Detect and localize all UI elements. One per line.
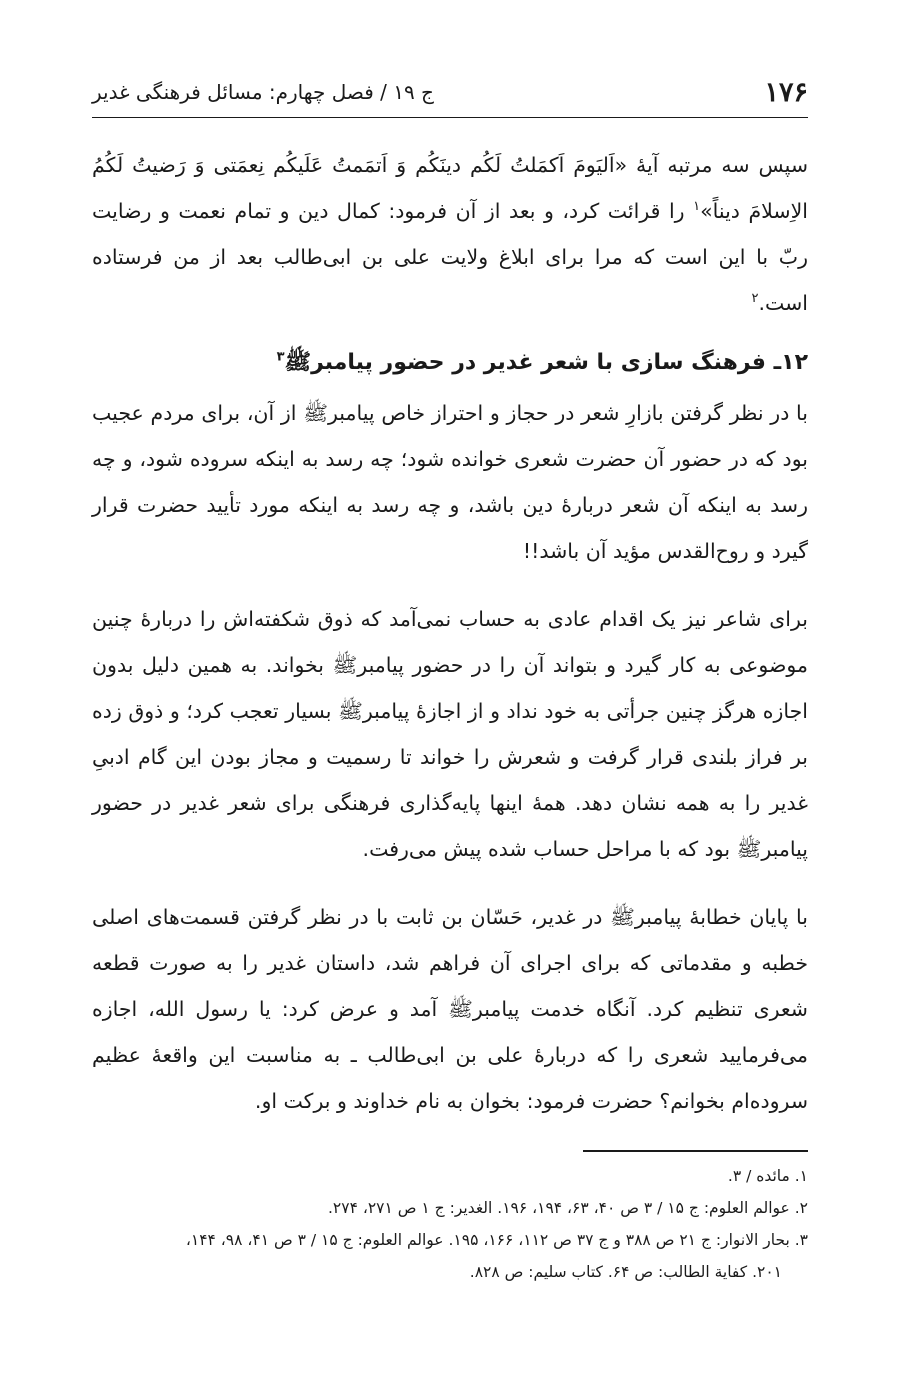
paragraph: با پایان خطابهٔ پیامبرﷺ در غدیر، حَسّان بن ثابت با در نظر گرفتن قسمت‌های اصلی خطبه و مقدماتی که برای اجرای آن فراهم شد، داستان غدیر را به صورت قطعه شعری تنظیم کرد. آنگاه خدمت پیامبرﷺ آمد و عرض کرد: یا رسول الله، اجازه می‌فرمایید شعری را که دربارهٔ علی بن ابی‌طالب ـ به مناسبت این واقعهٔ عظیم سروده‌ام بخوانم؟ حضرت فرمود: بخوان به نام خداوند و برکت او. [92,905,808,1113]
page-number: ۱۷۶ [764,76,808,108]
section-heading-text: ۱۲ـ فرهنگ سازی با شعر غدیر در حضور پیامبرﷺ [284,350,808,375]
footnote-reference[interactable]: ۳ [276,349,285,365]
paragraph-text: را قرائت کرد، و بعد از آن فرمود: کمال دین و تمام نعمت و رضایت ربّ با این است که مرا برای ابلاغ ولایت علی بن ابی‌طالب بعد از من فرستاده است. [92,199,808,315]
footnote-3-continuation: ۲۰۱. کفایة الطالب: ص ۶۴. کتاب سلیم: ص ۸۲۸. [469,1263,782,1281]
running-header-title: ج ۱۹ / فصل چهارم: مسائل فرهنگی غدیر [92,80,434,104]
footnote-reference[interactable]: ۲ [751,291,759,307]
section-heading [92,340,808,386]
paragraph: برای شاعر نیز یک اقدام عادی به حساب نمی‌آمد که ذوق شکفته‌اش را دربارهٔ چنین موضوعی به کار گیرد و بتواند آن را در حضور پیامبرﷺ بخواند. به همین دلیل بدون اجازه هرگز چنین جرأتی به خود نداد و از اجازهٔ پیامبرﷺ بسیار تعجب کرد؛ و ذوق زده بر فراز بلندی قرار گرفت و شعرش را خواند تا رسمیت و مجاز بودن این گام ادبیِ غدیر را به همه نشان دهد. همهٔ اینها پایه‌گذاری فرهنگی برای شعر غدیر در حضور پیامبرﷺ بود که با مراحل حساب شده پیش می‌رفت. [92,607,808,861]
paragraph: با در نظر گرفتن بازارِ شعر در حجاز و احتراز خاص پیامبرﷺ از آن، برای مردم عجیب بود که در حضور آن حضرت شعری خوانده شود؛ چه رسد به اینکه سروده شود، و چه رسد به اینکه آن شعر دربارهٔ دین باشد، و چه رسد به اینکه مورد تأیید حضرت قرار گیرد و روح‌القدس مؤید آن باشد!! [92,401,808,563]
paragraph-quran-verse [92,142,808,326]
footnote-3: ۳. بحار الانوار: ج ۲۱ ص ۳۸۸ و ج ۳۷ ص ۱۱۲، ۱۶۶، ۱۹۵. عوالم العلوم: ج ۱۵ / ۳ ص ۴۱، ۹۸، ۱۴۴، [185,1231,808,1249]
paragraph-text: سپس سه مرتبه آیهٔ «اَلیَومَ اَکمَلتُ لَکُم دینَکُم وَ اَتمَمتُ عَلَیکُم نِعمَتی وَ رَضیتُ لَکُمُ الاِسلامَ دیناً» [92,153,808,223]
footnote-reference[interactable]: ۱ [693,199,701,215]
footnote-2: ۲. عوالم العلوم: ج ۱۵ / ۳ ص ۴۰، ۶۳، ۱۹۴، ۱۹۶. الغدیر: ج ۱ ص ۲۷۱، ۲۷۴. [327,1199,808,1217]
body-text [92,142,808,1124]
running-header [92,72,808,112]
footnotes [92,1160,808,1288]
footnote-1: ۱. مائده / ۳. [727,1167,808,1185]
footnote-divider [583,1150,808,1152]
header-divider [92,117,808,118]
